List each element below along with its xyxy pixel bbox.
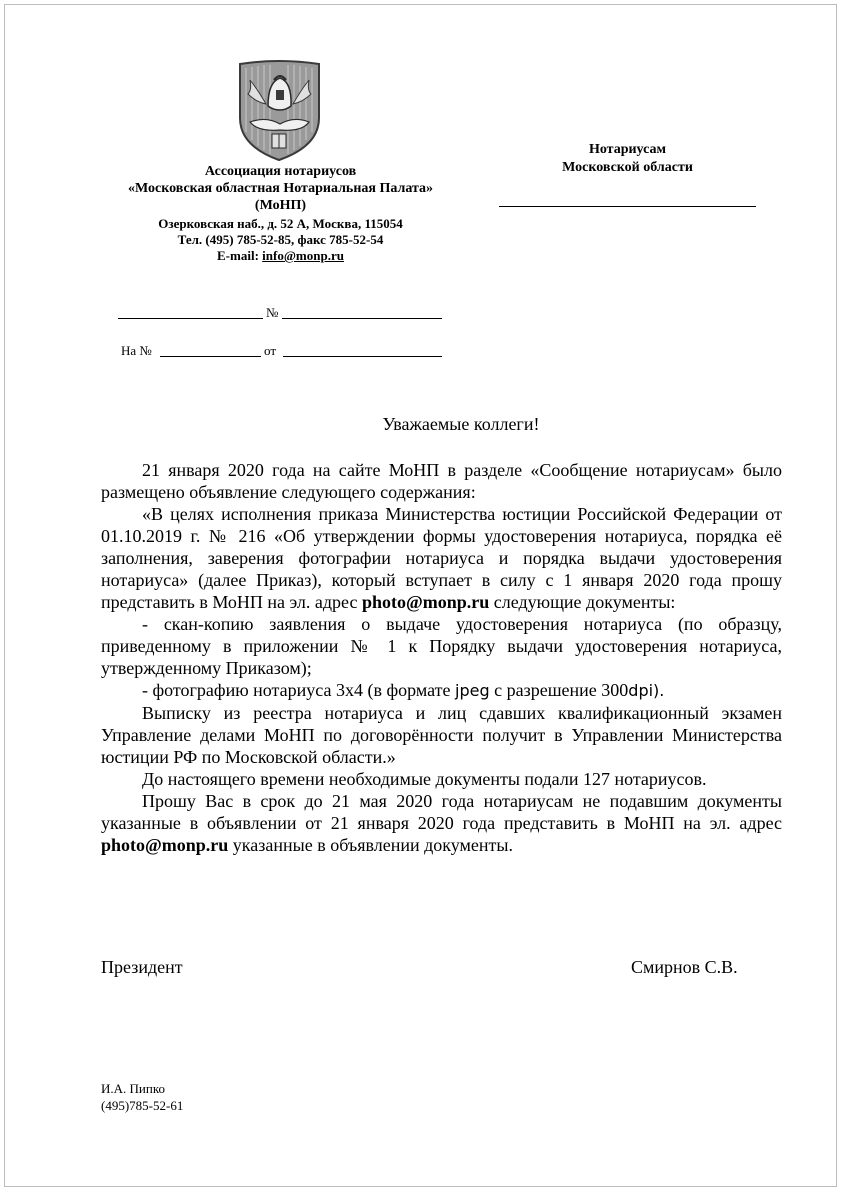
body-paragraph-3: - скан-копию заявления о выдаче удостоверения нотариуса (по образцу, приведенному в приложении № 1 к Порядку выдачи удостоверения нотариуса, утвержденному Приказом); [101,614,782,678]
reply-number-blank [160,356,261,357]
org-abbreviation: (МоНП) [254,198,307,213]
body-paragraph-1: 21 января 2020 года на сайте МоНП в разделе «Сообщение нотариусам» было размещено объявление следующего содержания: [101,460,782,502]
body-p4-text: - фотографию нотариуса 3х4 (в формате [142,680,455,700]
org-name-line2: «Московская областная Нотариальная Палата» [127,181,434,196]
executor-name: И.А. Пипко [101,1081,165,1096]
org-name-line1: Ассоциация нотариусов [204,164,357,179]
body-p7-text: Прошу Вас в срок до 21 мая 2020 года нотариусам не подавшим документы указанные в объявлении от 21 января 2020 года представить в МоНП на эл. адрес [101,791,782,833]
reply-number-prefix: На № [121,343,152,358]
reply-from-label: от [264,343,277,358]
signatory-name: Смирнов С.В. [631,957,738,977]
body-p7-text-end: указанные в объявлении документы. [228,835,514,855]
outgoing-date-blank [118,318,263,319]
outgoing-number-sign: № [266,305,279,320]
executor-phone: (495)785-52-61 [101,1098,184,1113]
signatory-title: Президент [101,957,183,977]
body-p4-jpeg: jpeg [455,681,490,700]
body-p2-email: photo@monp.ru [361,592,490,612]
org-email-label: E-mail: [217,248,263,263]
body-p4-dpi: dpi). [628,681,665,700]
body-paragraph-6: До настоящего времени необходимые документы подали 127 нотариусов. [142,769,707,789]
body-p2-text-end: следующие документы: [489,592,676,612]
executor-block [101,1080,183,1114]
body-p7-email: photo@monp.ru [101,835,229,855]
org-phone: Тел. (495) 785-52-85, факс 785-52-54 [177,232,384,247]
addressee-blank-line [499,206,756,207]
outgoing-number-blank [282,318,442,319]
org-email-link[interactable]: info@monp.ru [262,248,344,263]
letter-body [101,459,782,856]
body-paragraph-5: Выписку из реестра нотариуса и лиц сдавших квалификационный экзамен Управление делами МоНП по договорённости получит в Управлении Министерства юстиции РФ по Московской области.» [101,703,782,767]
body-paragraph-4 [101,679,782,702]
body-p4-text-mid: с разрешение 300 [489,680,629,700]
addressee-line1: Нотариусам [588,142,667,157]
addressee-line2: Московской области [562,160,693,175]
org-email-line [108,248,453,264]
reply-date-blank [283,356,442,357]
body-paragraph-7 [101,790,782,856]
body-paragraph-2 [101,503,782,613]
salutation: Уважаемые коллеги! [382,414,540,434]
notary-chamber-emblem-icon [236,60,323,163]
body-p2-text: «В целях исполнения приказа Министерства юстиции Российской Федерации от 01.10.2019 г. № 216 «Об утверждении формы удостоверения нотариуса, порядка её заполнения, заверения фотографии нотариуса и порядка выдачи удостоверения нотариуса» (далее Приказ), который вступает в силу с 1 января 2020 года прошу представить в МоНП на эл. адрес [101,504,782,612]
org-address: Озерковская наб., д. 52 А, Москва, 115054 [158,216,403,231]
